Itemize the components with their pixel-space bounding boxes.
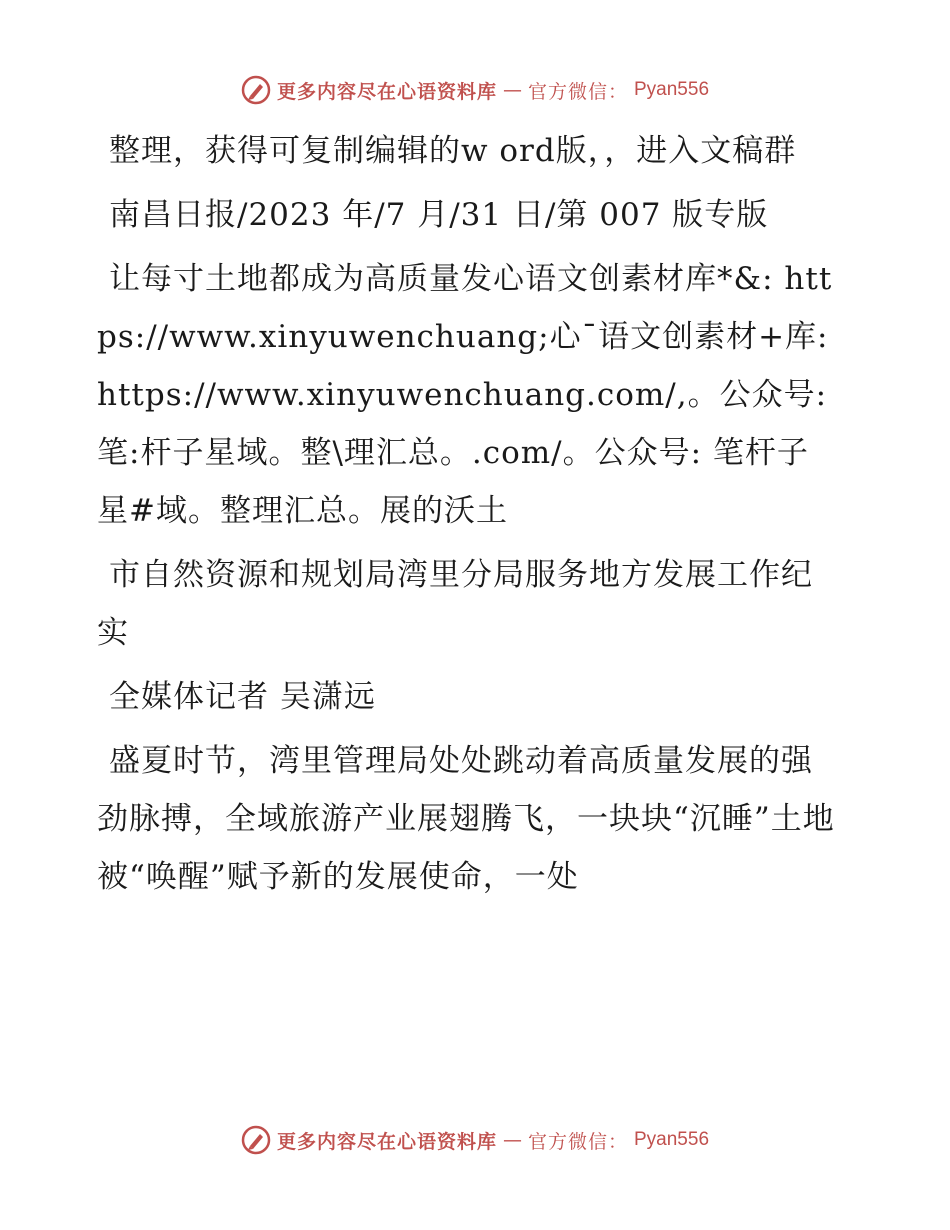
paragraph-dateline: 南昌日报/2023 年/7 月/31 日/第 007 版专版 — [109, 197, 769, 233]
paragraph-body: 盛夏时节，湾里管理局处处跳动着高质量发展的强劲脉搏，全域旅游产业展翅腾飞，一块块“沉睡”土地被“唤醒”赋予新的发展使命，一处 — [97, 743, 835, 895]
footer-promo-text: 更多内容尽在心语资料库 — [276, 1130, 497, 1153]
pen-logo-icon — [241, 75, 271, 105]
footer-wechat-label: 官方微信： — [527, 1130, 628, 1153]
paragraph-headline: 让每寸土地都成为高质量发心语文创素材库*&: https://www.xinyuwenchuang;心¯语文创素材+库: https://www.xinyuwenchuang.com/,。公众号: 笔:杆子星域。整\理汇总。.com/。公众号: 笔杆子星#域。整理汇总。展的沃土 — [97, 261, 833, 529]
footer-banner — [0, 1120, 950, 1160]
paragraph-subheadline: 市自然资源和规划局湾里分局服务地方发展工作纪实 — [97, 557, 813, 651]
header-wechat-label: 官方微信： — [527, 80, 628, 103]
header-banner — [0, 70, 950, 110]
paragraph-byline: 全媒体记者 吴潇远 — [109, 679, 376, 715]
footer-dash: — — [502, 1129, 522, 1151]
header-wechat-handle: Pyan556 — [634, 79, 710, 100]
document-body — [97, 122, 837, 912]
header-dash: — — [502, 79, 522, 101]
pen-logo-icon — [241, 1125, 271, 1155]
footer-wechat-handle: Pyan556 — [634, 1129, 710, 1150]
header-promo-text: 更多内容尽在心语资料库 — [276, 80, 497, 103]
paragraph-intro: 整理，获得可复制编辑的w ord版，，进入文稿群 — [109, 133, 797, 169]
